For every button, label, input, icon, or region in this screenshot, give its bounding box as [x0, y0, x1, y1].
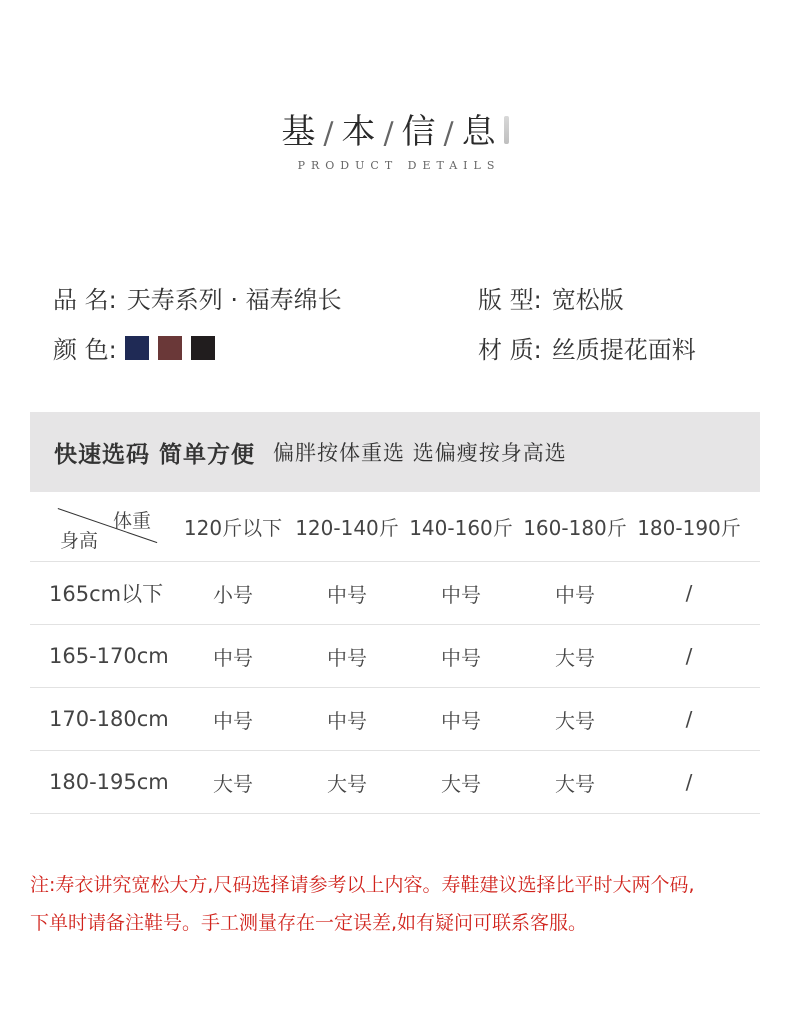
- quick-size-description: 偏胖按体重选 选偏瘦按身高选: [273, 441, 567, 465]
- fit-label: 版 型:: [478, 286, 542, 314]
- size-cell: /: [685, 707, 693, 731]
- size-cell: 中号: [441, 582, 481, 607]
- size-note: [30, 866, 770, 942]
- size-cell: 大号: [327, 771, 367, 796]
- table-row: [30, 625, 760, 688]
- size-cell: /: [685, 770, 693, 794]
- title-char: 信: [401, 112, 438, 152]
- quick-size-title: 快速选码 简单方便: [54, 441, 256, 468]
- size-cell: 大号: [555, 645, 595, 670]
- corner-height-label: 身高: [60, 530, 99, 552]
- table-row: [30, 562, 760, 625]
- color-swatches: [125, 336, 224, 360]
- section-title-block: [0, 104, 790, 172]
- section-subtitle: PRODUCT DETAILS: [297, 159, 501, 172]
- corner-weight-label: 体重: [113, 510, 152, 532]
- size-cell: 中号: [441, 708, 481, 733]
- size-cell: 小号: [213, 582, 253, 607]
- size-cell: 大号: [555, 708, 595, 733]
- column-header-weight: 140-160斤: [409, 516, 513, 540]
- color-swatch-black[interactable]: [191, 336, 215, 360]
- material-value: 丝质提花面料: [551, 336, 696, 364]
- title-char: 息: [461, 112, 498, 152]
- title-char: 本: [341, 112, 378, 152]
- material-row: [478, 330, 696, 365]
- note-line: 注:寿衣讲究宽松大方,尺码选择请参考以上内容。寿鞋建议选择比平时大两个码,: [30, 874, 695, 896]
- size-cell: /: [685, 581, 693, 605]
- size-cell: 大号: [555, 771, 595, 796]
- color-label: 颜 色:: [53, 336, 117, 364]
- section-title: [0, 104, 790, 153]
- size-cell: 大号: [441, 771, 481, 796]
- table-row: [30, 688, 760, 751]
- size-table-header-row: [30, 492, 760, 562]
- row-header-height: 180-195cm: [49, 770, 169, 794]
- size-cell: 中号: [213, 708, 253, 733]
- note-line: 下单时请备注鞋号。手工测量存在一定误差,如有疑问可联系客服。: [30, 912, 588, 934]
- color-swatch-brown[interactable]: [158, 336, 182, 360]
- size-cell: 中号: [441, 645, 481, 670]
- row-header-height: 170-180cm: [49, 707, 169, 731]
- size-cell: 中号: [327, 582, 367, 607]
- title-char: 基: [281, 112, 318, 152]
- title-separator: /: [443, 116, 456, 151]
- fit-row: [478, 280, 624, 315]
- color-row: [53, 330, 224, 365]
- title-separator: /: [383, 116, 396, 151]
- size-cell: 中号: [327, 708, 367, 733]
- size-cell: /: [685, 644, 693, 668]
- title-decoration-icon: [504, 116, 509, 144]
- size-cell: 中号: [555, 582, 595, 607]
- column-header-weight: 160-180斤: [523, 516, 627, 540]
- size-cell: 大号: [213, 771, 253, 796]
- size-cell: 中号: [213, 645, 253, 670]
- color-swatch-navy[interactable]: [125, 336, 149, 360]
- table-corner-header: [30, 492, 180, 562]
- title-separator: /: [323, 116, 336, 151]
- fit-value: 宽松版: [551, 286, 624, 314]
- product-name-value: 天寿系列 · 福寿绵长: [126, 286, 342, 314]
- material-label: 材 质:: [478, 336, 542, 364]
- column-header-weight: 120斤以下: [183, 516, 283, 540]
- product-name-label: 品 名:: [53, 286, 117, 314]
- size-cell: 中号: [327, 645, 367, 670]
- product-name-row: [53, 280, 342, 315]
- row-header-height: 165cm以下: [49, 582, 164, 606]
- row-header-height: 165-170cm: [49, 644, 169, 668]
- table-row: [30, 751, 760, 814]
- column-header-weight: 180-190斤: [637, 516, 741, 540]
- quick-size-banner: [30, 412, 760, 492]
- column-header-weight: 120-140斤: [295, 516, 399, 540]
